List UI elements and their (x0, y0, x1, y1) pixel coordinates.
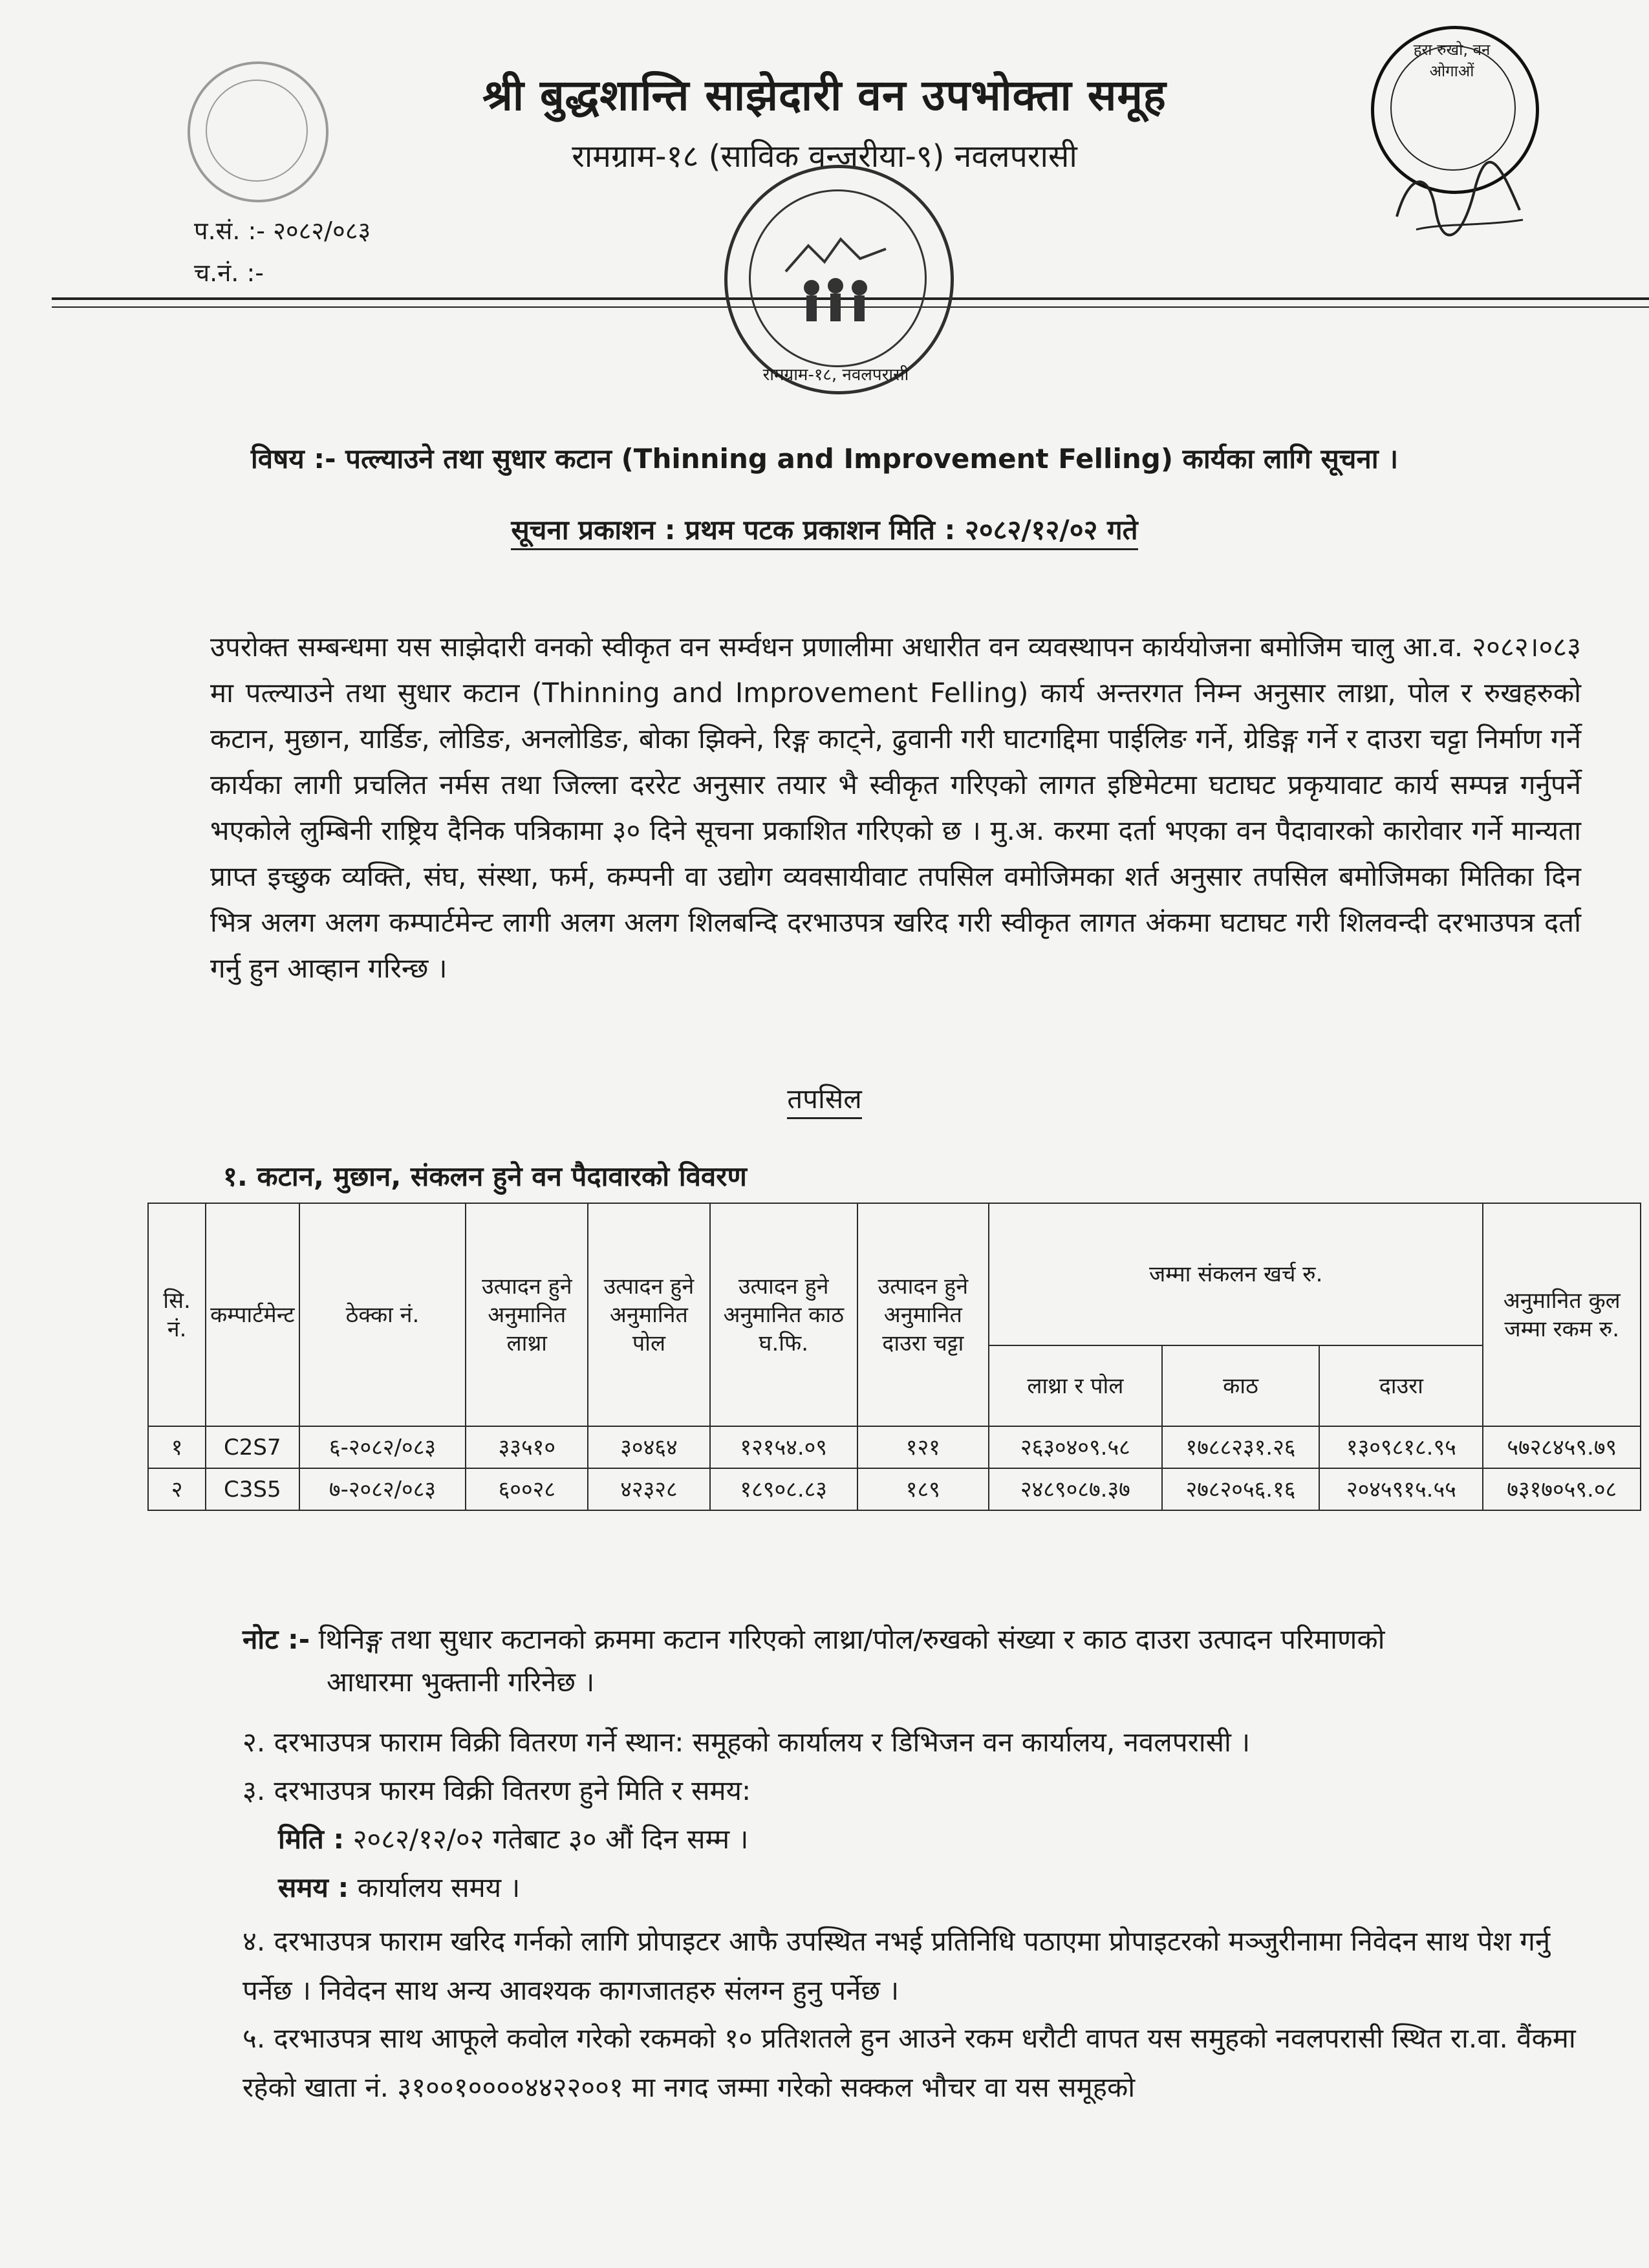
cell-timber: १८९०८.८३ (710, 1468, 857, 1510)
cell-contract-no: ६-२०८२/०८३ (299, 1426, 466, 1468)
cell-total: ७३१७०५९.०८ (1483, 1468, 1641, 1510)
cell-lathra: ३३५१० (466, 1426, 588, 1468)
header-cost-firewood: दाउरा (1319, 1345, 1483, 1426)
cell-firewood: १२१ (857, 1426, 989, 1468)
sale-time-label: समय : (278, 1872, 349, 1903)
header-est-timber: उत्पादन हुने अनुमानित काठ घ.फि. (710, 1203, 857, 1426)
table-header-row (148, 1203, 1641, 1345)
note-line (242, 1616, 1594, 1663)
tapasil-heading (0, 1080, 1649, 1117)
body-paragraph: उपरोक्त सम्बन्धमा यस साझेदारी वनको स्वीकृत वन सर्म्वधन प्रणालीमा अधारीत वन व्यवस्थापन कार्ययोजना बमोजिम चालु आ.व. २०८२।०८३ मा पत्ल्याउने तथा सुधार कटान (Thinning and Improvement Felling) कार्य अन्तरगत निम्न अनुसार लाथ्रा, पोल र रुखहरुको कटान, मुछान, यार्डिङ, लोडिङ, अनलोडिङ, बोका झिक्ने, रिङ्ग काट्ने, ढुवानी गरी घाटगद्दिमा पाईलिङ गर्ने, ग्रेडिङ्ग गर्ने र दाउरा चट्टा निर्माण गर्ने कार्यका लागी प्रचलित नर्मस तथा जिल्ला दररेट अनुसार तयार भै स्वीकृत गरिएको लागत इष्टिमेटमा घटाघट प्रकृयावाट कार्य सम्पन्न गर्नुपर्ने भएकोले लुम्बिनी राष्ट्रिय दैनिक पत्रिकामा ३० दिने सूचना प्रकाशित गरिएको छ । मु.अ. करमा दर्ता भएका वन पैदावारको कारोवार गर्ने मान्यता प्राप्त इच्छुक व्यक्ति, संघ, संस्था, फर्म, कम्पनी वा उद्योग व्यवसायीवाट तपसिल वमोजिमका शर्त अनुसार तपसिल बमोजिमका मितिका दिन भित्र अलग अलग कम्पार्टमेन्ट लागी अलग अलग शिलबन्दि दरभाउपत्र खरिद गरी स्वीकृत लागत अंकमा घटाघट गरी शिलवन्दी दरभाउपत्र दर्ता गर्नु हुन आव्हान गरिन्छ । (210, 631, 1582, 984)
signature-mark (1390, 152, 1533, 249)
cell-cost-timber: १७८८२३१.२६ (1162, 1426, 1319, 1468)
section-1-title: १. कटान, मुछान, संकलन हुने वन पैदावारको विवरण (223, 1161, 747, 1192)
condition-item-5: ५. दरभाउपत्र साथ आफूले कवोल गरेको रकमको १० प्रतिशतले हुन आउने रकम धरौटी वापत यस समुहको नवलपरासी स्थित रा.वा. वैंकमा रहेको खाता नं. ३१००१००००४४२२००१ मा नगद जम्मा गरेको सक्कल भौचर वा यस समूहको (242, 2022, 1576, 2103)
seal-center-emblem (782, 226, 889, 330)
header-compartment: कम्पार्टमेन्ट (206, 1203, 299, 1426)
organization-address: रामग्राम-१८ (साविक वन्जरीया-९) नवलपरासी (572, 138, 1077, 175)
note-label: नोट :- (242, 1623, 310, 1655)
sale-date-line (278, 1820, 748, 1857)
cell-total: ५७२८४५९.७९ (1483, 1426, 1641, 1468)
cell-compartment: C3S5 (206, 1468, 299, 1510)
table-row (148, 1468, 1641, 1510)
cell-lathra: ६००२८ (466, 1468, 588, 1510)
notice-publication-line (0, 511, 1649, 548)
sale-time-line (278, 1868, 520, 1905)
header-est-pole: उत्पादन हुने अनुमानित पोल (588, 1203, 710, 1426)
cell-sn: २ (148, 1468, 206, 1510)
reference-number: प.सं. :- २०८२/०८३ (194, 217, 371, 245)
cell-contract-no: ७-२०८२/०८३ (299, 1468, 466, 1510)
header-est-total: अनुमानित कुल जम्मा रकम रु. (1483, 1203, 1641, 1426)
forest-product-table (147, 1203, 1641, 1511)
organization-name: श्री बुद्धशान्ति साझेदारी वन उपभोक्ता समूह (482, 70, 1167, 120)
header-est-lathra: उत्पादन हुने अनुमानित लाथ्रा (466, 1203, 588, 1426)
condition-item-4: ४. दरभाउपत्र फाराम खरिद गर्नको लागि प्रोपाइटर आफै उपस्थित नभई प्रतिनिधि पठाएमा प्रोपाइटरको मञ्जुरीनामा निवेदन साथ पेश गर्नु पर्नेछ । निवेदन साथ अन्य आवश्यक कागजातहरु संलग्न हुनु पर्नेछ । (242, 1925, 1551, 2006)
cell-compartment: C2S7 (206, 1426, 299, 1468)
header-est-firewood: उत्पादन हुने अनुमानित दाउरा चट्टा (857, 1203, 989, 1426)
condition-item-2: २. दरभाउपत्र फाराम विक्री वितरण गर्ने स्थान: समूहको कार्यालय र डिभिजन वन कार्यालय, नवलपरासी । (242, 1726, 1251, 1758)
sale-date-label: मिति : (278, 1823, 345, 1855)
cell-firewood: १८९ (857, 1468, 989, 1510)
cell-cost-timber: २७८२०५६.१६ (1162, 1468, 1319, 1510)
cell-cost-firewood: १३०९८१८.९५ (1319, 1426, 1483, 1468)
cell-sn: १ (148, 1426, 206, 1468)
sale-date-value: २०८२/१२/०२ गतेबाट ३० औं दिन सम्म । (352, 1823, 749, 1855)
header-cost-lathra-pole: लाथ्रा र पोल (989, 1345, 1162, 1426)
condition-item-3: ३. दरभाउपत्र फारम विक्री वितरण हुने मिति र समय: (242, 1775, 751, 1806)
header-sn: सि. नं. (148, 1203, 206, 1426)
cell-cost-lathra-pole: २६३०४०९.५८ (989, 1426, 1162, 1468)
cell-cost-lathra-pole: २४८९०८७.३७ (989, 1468, 1162, 1510)
header-cost-timber: काठ (1162, 1345, 1319, 1426)
header-contract-no: ठेक्का नं. (299, 1203, 466, 1426)
dispatch-number: च.नं. :- (194, 259, 264, 287)
seal-right-text: हरा रुखो, वन ओगाओं (1413, 41, 1491, 80)
cell-pole: ३०४६४ (588, 1426, 710, 1468)
sale-time-value: कार्यालय समय । (357, 1872, 521, 1903)
cell-timber: १२१५४.०९ (710, 1426, 857, 1468)
tapasil-heading-text: तपसिल (787, 1083, 862, 1119)
cell-pole: ४२३२८ (588, 1468, 710, 1510)
cell-cost-firewood: २०४५९१५.५५ (1319, 1468, 1483, 1510)
subject-line: विषय :- पत्ल्याउने तथा सुधार कटान (Thinning and Improvement Felling) कार्यका लागि सूचना । (250, 443, 1399, 475)
note-text: थिनिङ्ग तथा सुधार कटानको क्रममा कटान गरिएको लाथ्रा/पोल/रुखको संख्या र काठ दाउरा उत्पादन परिमाणको (318, 1623, 1385, 1655)
header-total-cost-group: जम्मा संकलन खर्च रु. (989, 1203, 1483, 1345)
notice-publication-text: सूचना प्रकाशन : प्रथम पटक प्रकाशन मिति : २०८२/१२/०२ गते (511, 514, 1137, 550)
note-text-continuation: आधारमा भुक्तानी गरिनेछ । (327, 1666, 595, 1698)
table-row (148, 1426, 1641, 1468)
seal-center-text: रामग्राम-१८, नवलपरासी (762, 365, 909, 385)
